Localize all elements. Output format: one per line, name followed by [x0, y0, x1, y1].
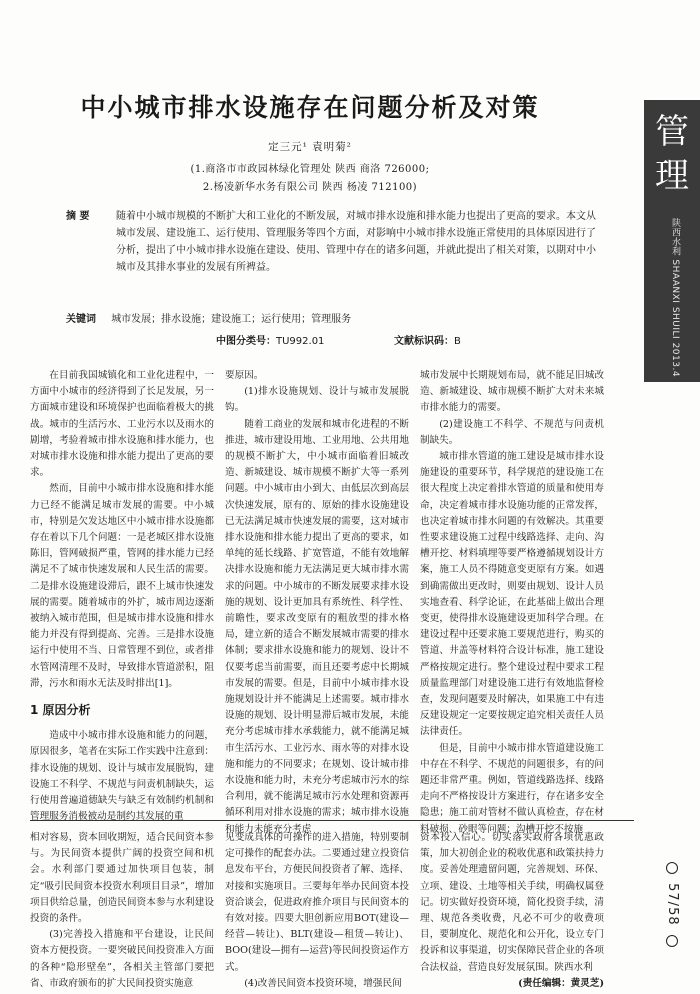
- paragraph: 然而，目前中小城市排水设施和排水能力已经不能满足城市发展的需要。中小城市，特别是欠发达地区中小城市排水设施都存在着以下几个问题：一是老城区排水设施陈旧，管网破损严重，管网的排水能力已经满足不了城市快速发展和人民生活的需要。二是排水设施建设滞后，跟不上城市快速发展的需要。随着城市的外扩，城市周边逐渐被纳入城市范围，但是城市排水设施和排水能力并没有得到提高、完善。三是排水设施运行中使用不当、日常管理不到位，或者排水管网清理不及时，导致排水管道淤积，阻滞，污水和雨水无法及时排出[1]。: [30, 483, 214, 689]
- paragraph: 资本投入信心。切实落实政府各项优惠政策，加大初创企业的税收优惠和政策扶持力度。妥善处理遗留问题，完善规划、环保、立项、建设、土地等相关手续，明确权属登记。切实做好投资环境，简化投资手续，清理、规范各类收费，凡必不可少的收费项目，要制度化、规范化和公开化，设立专门投诉和议事渠道，切实保障民营企业的各项合法权益，营造良好发展氛围。陕西水利: [420, 832, 604, 973]
- circle-icon: [666, 935, 678, 947]
- abstract-label: 摘 要: [66, 211, 90, 222]
- section-tab-char-1: 管: [655, 112, 689, 152]
- paragraph: (4)改善民间资本投资环境，增强民间: [244, 977, 402, 989]
- paragraph: 见变成具体的可操作的进入措施，特别要制定可操作的配套办法。二要通过建立投资信息发布平台，方便民间投资者了解、选择、对接和实施项目。三要每年举办民间资本投资洽谈会，促进政府推介项目与民间资本的有效对接。四要大胆创新应用BOT(建设—经营—转让)、BLT(建设—租赁—转让)、BOO(建设—拥有—运营)等民间投资运作方式。: [225, 832, 409, 973]
- keywords-label: 关键词: [66, 314, 96, 325]
- paragraph: 相对容易，资本回收期短，适合民间资本参与。为民间资本提供广阔的投资空间和机会。水利部门要通过加快项目包装，制定“吸引民间资本投资水利项目目录”，增加项目供给总量，创造民间资本参与水利建设投资的条件。: [30, 832, 214, 925]
- bottom-column-1: [30, 830, 214, 989]
- editor-note: (责任编辑：黄灵芝): [518, 977, 604, 989]
- paragraph: 城市发展中长期规划布局，就不能足旧城改造、新城建设、城市规模不断扩大对未来城市排水能力的需要。: [420, 370, 604, 414]
- section-tab-band: [644, 100, 700, 382]
- clc-number: [216, 332, 324, 347]
- article-title: 中小城市排水设施存在问题分析及对策: [80, 93, 540, 122]
- keywords-block: [66, 312, 596, 328]
- circle-icon: [666, 862, 678, 874]
- paragraph: (3)完善投入措施和平台建设，让民间资本方便投资。一要突破民间投资准入方面的各种“隐形壁垒”，各相关主管部门要把省、市政府颁布的扩大民间投资实施意: [30, 929, 214, 989]
- abstract-text: 随着中小城市规模的不断扩大和工业化的不断发展，对城市排水设施和排水能力也提出了更高的要求。本文从城市发展、建设施工、运行使用、管理服务等四个方面，对影响中小城市排水设施正常使用的具体原因进行了分析，提出了中小城市排水设施在建设、使用、管理中存在的诸多问题，并就此提出了相关对策，以期对中小城市及其排水事业的发展有所裨益。: [116, 211, 596, 273]
- paragraph: 随着工商业的发展和城市化进程的不断推进，城市建设用地、工业用地、公共用地的规模不断扩大，中小城市面临着旧城改造、新城建设、城市规模不断扩大等一系列问题。中小城市由小到大、由低层次到高层次快速发展，原有的、原始的排水设施建设已无法满足城市快速发展的需要，这对城市排水设施和排水能力提出了更高的要求，如单纯的延长线路、扩宽管道，不能有效地解决排水设施和能力无法满足更大城市排水需求的问题。中小城市的不断发展要求排水设施的规划、设计更加具有系统性、科学性、前瞻性，要求改变原有的粗放型的排水格局，建立新的适合不断发展城市需要的排水体制；要求排水设施和能力的规划、设计不仅要考虑当前需要，而且还要考虑中长期城市发展的需要。但是，目前中小城市排水设施规划设计并不能满足上述需要。城市排水设施的规划、设计明显滞后城市发展，未能充分考虑城市排水承载能力，就不能满足城市生活污水、工业污水、雨水等的对排水设施和能力的不同要求；在规划、设计城市排水设施和能力时，未充分考虑城市污水的综合利用，就不能满足城市污水处理和资源再循环利用对排水设施的需求；城市排水设施和能力未能充分考虑: [225, 418, 409, 835]
- affiliation-line-2: 2.杨凌新华水务有限公司 陕西 杨凌 712100): [202, 182, 418, 193]
- paragraph: 城市排水管道的施工建设是城市排水设施建设的重要环节，科学规范的建设施工在很大程度上决定着排水管道的质量和使用寿命，决定着城市排水设施功能的正常发挥，也决定着城市排水问题的有效解决。其重要性要求建设施工过程中线路选择、走向、沟槽开挖、材料填埋等要严格遵循规划设计方案，施工人员不得随意变更原有方案。如遇到确需做出更改时，则要由规划、设计人员实地查看、科学论证，在此基础上做出合理变更，使得排水设施建设更加科学合理。在建设过程中还要求施工要规范进行，购买的管道、井盖等材料符合设计标准，施工建设严格按规定进行。整个建设过程中要求工程质量监理部门对建设施工进行有效地监督检查，发现问题要及时解决，如果施工中有违反建设规定一定要按规定追究相关责任人员法律责任。: [420, 451, 604, 738]
- doc-code-label: 文献标识码：: [394, 336, 454, 347]
- paragraph: 要原因。: [225, 370, 264, 381]
- abstract-block: [66, 208, 596, 276]
- paragraph: 造成中小城市排水设施和能力的问题，原因很多，笔者在实际工作实践中注意到：排水设施的规划、设计与城市发展脱钩，建设施工不科学、不规范与问责机制缺失，运行使用普遍道德缺失与缺乏有效制约机制和管理服务消极被动是制约其发展的重: [30, 730, 214, 823]
- affiliation-line-1: (1.商洛市市政园林绿化管理处 陕西 商洛 726000;: [190, 164, 430, 175]
- article-authors: 定三元¹ 袁明菊²: [268, 141, 352, 153]
- keywords-text: 城市发展；排水设施；建设施工；运行使用；管理服务: [111, 314, 352, 325]
- bottom-column-3: [420, 830, 604, 989]
- clc-value: TU992.01: [276, 336, 325, 347]
- bottom-column-2: [225, 830, 409, 989]
- doc-code-value: B: [454, 336, 461, 347]
- doc-code: [394, 332, 461, 347]
- paragraph: 但是，目前中小城市排水管道建设施工中存在不科学、不规范的问题很多，有的问题还非常严重。例如，管道线路选择、线路走向不严格按设计方案进行，存在诸多安全隐患；施工前对管材不做认真检查，存在材料破损、砂眼等问题；沟槽开挖不按施: [420, 742, 604, 835]
- column-1: [30, 368, 214, 823]
- journal-vertical-text: 陕西水利 SHAANXI SHUILI 2013.4: [670, 218, 680, 378]
- column-2: [225, 368, 409, 835]
- paragraph: 在目前我国城镇化和工业化进程中，一方面中小城市的经济得到了长足发展，另一方面城市建设和环境保护也面临着极大的挑战。城市的生活污水、工业污水以及雨水的剧增，考验着城市排水设施和排水能力，也对城市排水设施和排水能力提出了更高的要求。: [30, 370, 214, 479]
- page-number: [650, 858, 680, 978]
- paragraph: (1)排水设施规划、设计与城市发展脱钩。: [225, 386, 409, 414]
- page-number-text: 57/58: [665, 883, 680, 926]
- section-heading: 1 原因分析: [30, 703, 91, 718]
- clc-label: 中图分类号：: [216, 336, 276, 347]
- column-3: [420, 368, 604, 835]
- paragraph: (2)建设施工不科学、不规范与问责机制缺失。: [420, 418, 604, 446]
- section-tab-char-2: 理: [655, 156, 689, 196]
- section-divider: [30, 820, 634, 821]
